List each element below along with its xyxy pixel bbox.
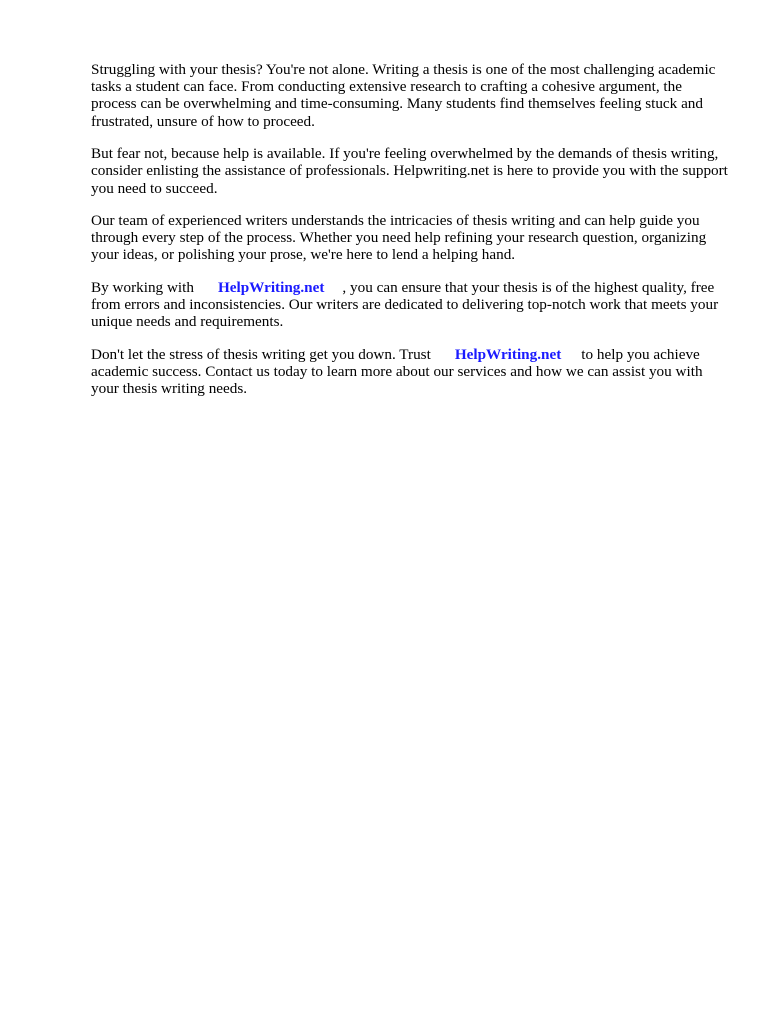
paragraph-working-with — [91, 279, 731, 331]
paragraph-call-to-action-lead: Don't let the stress of thesis writing get you down. Trust — [91, 345, 431, 363]
paragraph-team: Our team of experienced writers understands the intricacies of thesis writing and can help guide you through every step of the process. Whether you need help refining your research question, organizing your ideas, or polishing your prose, we're here to lend a helping hand. — [91, 212, 707, 264]
paragraph-help-available: But fear not, because help is available. If you're feeling overwhelmed by the demands of thesis writing, consider enlisting the assistance of professionals. Helpwriting.net is here to provide you with the support you need to succeed. — [91, 145, 728, 197]
paragraph-call-to-action — [91, 346, 731, 398]
paragraph-intro: Struggling with your thesis? You're not alone. Writing a thesis is one of the most challenging academic tasks a student can face. From conducting extensive research to crafting a cohesive argument, the process can be overwhelming and time-consuming. Many students find themselves feeling stuck and frustrated, unsure of how to proceed. — [91, 61, 716, 130]
document-body — [91, 61, 731, 413]
paragraph-call-to-action-rest: to help you achieve academic success. Contact us today to learn more about our services and how we can assist you with your thesis writing needs. — [91, 345, 703, 398]
paragraph-working-with-lead: By working with — [91, 278, 194, 296]
helpwriting-link-cta[interactable]: HelpWriting.net — [454, 345, 562, 363]
helpwriting-link[interactable]: HelpWriting.net — [217, 278, 325, 296]
paragraph-working-with-rest: , you can ensure that your thesis is of the highest quality, free from errors and inconsistencies. Our writers are dedicated to delivering top-notch work that meets your unique needs and requirements. — [91, 278, 719, 331]
